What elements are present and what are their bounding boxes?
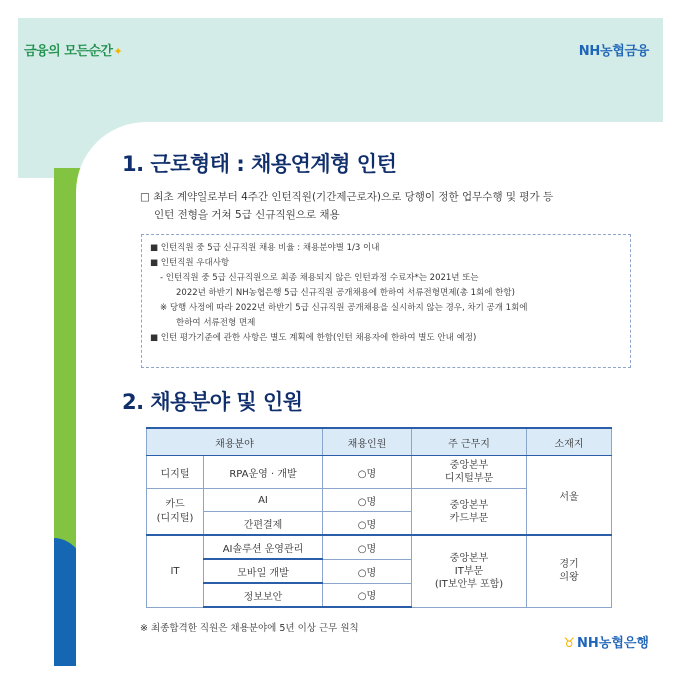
cell-count: ○명 (323, 559, 412, 583)
footnote: ※ 최종합격한 직원은 채용분야에 5년 이상 근무 원칙 (140, 623, 359, 634)
benefit-sub2: 2022년 하반기 NH농협은행 5급 신규직원 공개채용에 한하여 서류전형면제(총 1회에 한함) (176, 288, 515, 298)
cell-field: 정보보안 (204, 583, 323, 607)
cell-field: AI (204, 489, 323, 512)
header-location: 주 근무지 (412, 428, 527, 456)
cell-category: 카드 (디지털) (147, 489, 204, 536)
cell-field: 모바일 개발 (204, 559, 323, 583)
benefit-sub1: - 인턴직원 중 5급 신규직원으로 최종 채용되지 않은 인턴과정 수료자*는 2021년 또는 (160, 273, 479, 283)
cell-count: ○명 (323, 489, 412, 512)
details-box (141, 234, 631, 368)
cell-count: ○명 (323, 535, 412, 559)
cell-field: AI솔루션 운영관리 (204, 535, 323, 559)
benefit-note1: ※ 당행 사정에 따라 2022년 하반기 5급 신규직원 공개채용을 실시하지 않는 경우, 차기 공개 1회에 (160, 303, 528, 313)
cell-count: ○명 (323, 583, 412, 607)
cell-category: IT (147, 535, 204, 607)
cell-location: 중앙본부 IT부문 (IT보안부 포함) (412, 535, 527, 607)
bullet-evaluation: ■ 인턴 평가기준에 관한 사항은 별도 계획에 한함(인턴 채용자에 한하여 별도 안내 예정) (150, 333, 477, 343)
cell-region: 경기 의왕 (527, 535, 612, 607)
brand-bottom-text: NH농협은행 (577, 636, 649, 651)
header-field: 채용분야 (147, 428, 323, 456)
table-row (147, 535, 612, 559)
cell-count: ○명 (323, 456, 412, 489)
sparkle-icon: ✦ (113, 45, 123, 58)
section2-title: 2. 채용분야 및 인원 (122, 390, 303, 414)
header-region: 소재지 (527, 428, 612, 456)
cell-field: 간편결제 (204, 512, 323, 536)
header-count: 채용인원 (323, 428, 412, 456)
table-row (147, 456, 612, 489)
nh-logo-icon: ♉ (563, 636, 575, 651)
cell-category: 디지털 (147, 456, 204, 489)
cell-location: 중앙본부 카드부문 (412, 489, 527, 536)
desc-line2: 인턴 전형을 거쳐 5급 신규직원으로 채용 (154, 209, 340, 221)
benefit-note2: 한하여 서류전형 면제 (176, 318, 256, 328)
cell-region: 서울 (527, 456, 612, 536)
slogan-text: 금융의 모든순간 (24, 44, 113, 59)
cell-count: ○명 (323, 512, 412, 536)
bullet-benefits: ■ 인턴직원 우대사항 (150, 258, 230, 268)
cell-field: RPA운영 · 개발 (204, 456, 323, 489)
recruit-table (146, 427, 612, 608)
desc-line1: □ 최초 계약일로부터 4주간 인턴직원(기간제근로자)으로 당행이 정한 업무수행 및 평가 등 (140, 191, 554, 203)
brand-logo-top: NH농협금융 (578, 44, 649, 59)
cell-location: 중앙본부 디지털부문 (412, 456, 527, 489)
slogan (24, 40, 122, 59)
bullet-ratio: ■ 인턴직원 중 5급 신규직원 채용 비율 : 채용분야별 1/3 이내 (150, 243, 380, 253)
section1-desc (140, 188, 553, 224)
section1-title: 1. 근로형태 : 채용연계형 인턴 (122, 152, 397, 176)
brand-logo-bottom (563, 632, 649, 651)
